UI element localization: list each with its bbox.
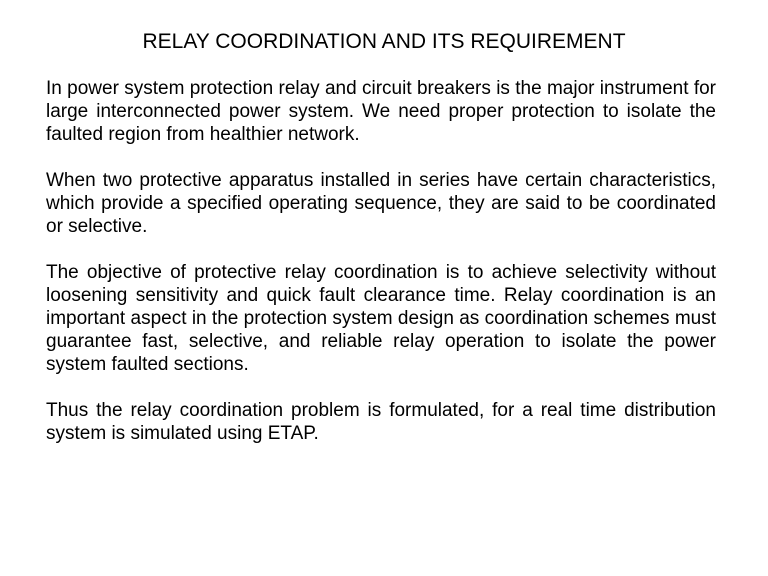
slide-title: RELAY COORDINATION AND ITS REQUIREMENT — [142, 30, 626, 53]
paragraph-1: In power system protection relay and circuit breakers is the major instrument for large interconnected power system. We need proper protection to isolate the faulted region from healthier network. — [46, 78, 716, 145]
paragraph-3: The objective of protective relay coordination is to achieve selectivity without loosening sensitivity and quick fault clearance time. Relay coordination is an important aspect in the protection system design as coordination schemes must guarantee fast, selective, and reliable relay operation to isolate the power system faulted sections. — [46, 262, 716, 375]
paragraph-4: Thus the relay coordination problem is formulated, for a real time distribution system is simulated using ETAP. — [46, 400, 716, 444]
slide-body — [46, 77, 716, 468]
paragraph-2: When two protective apparatus installed in series have certain characteristics, which provide a specified operating sequence, they are said to be coordinated or selective. — [46, 170, 716, 237]
